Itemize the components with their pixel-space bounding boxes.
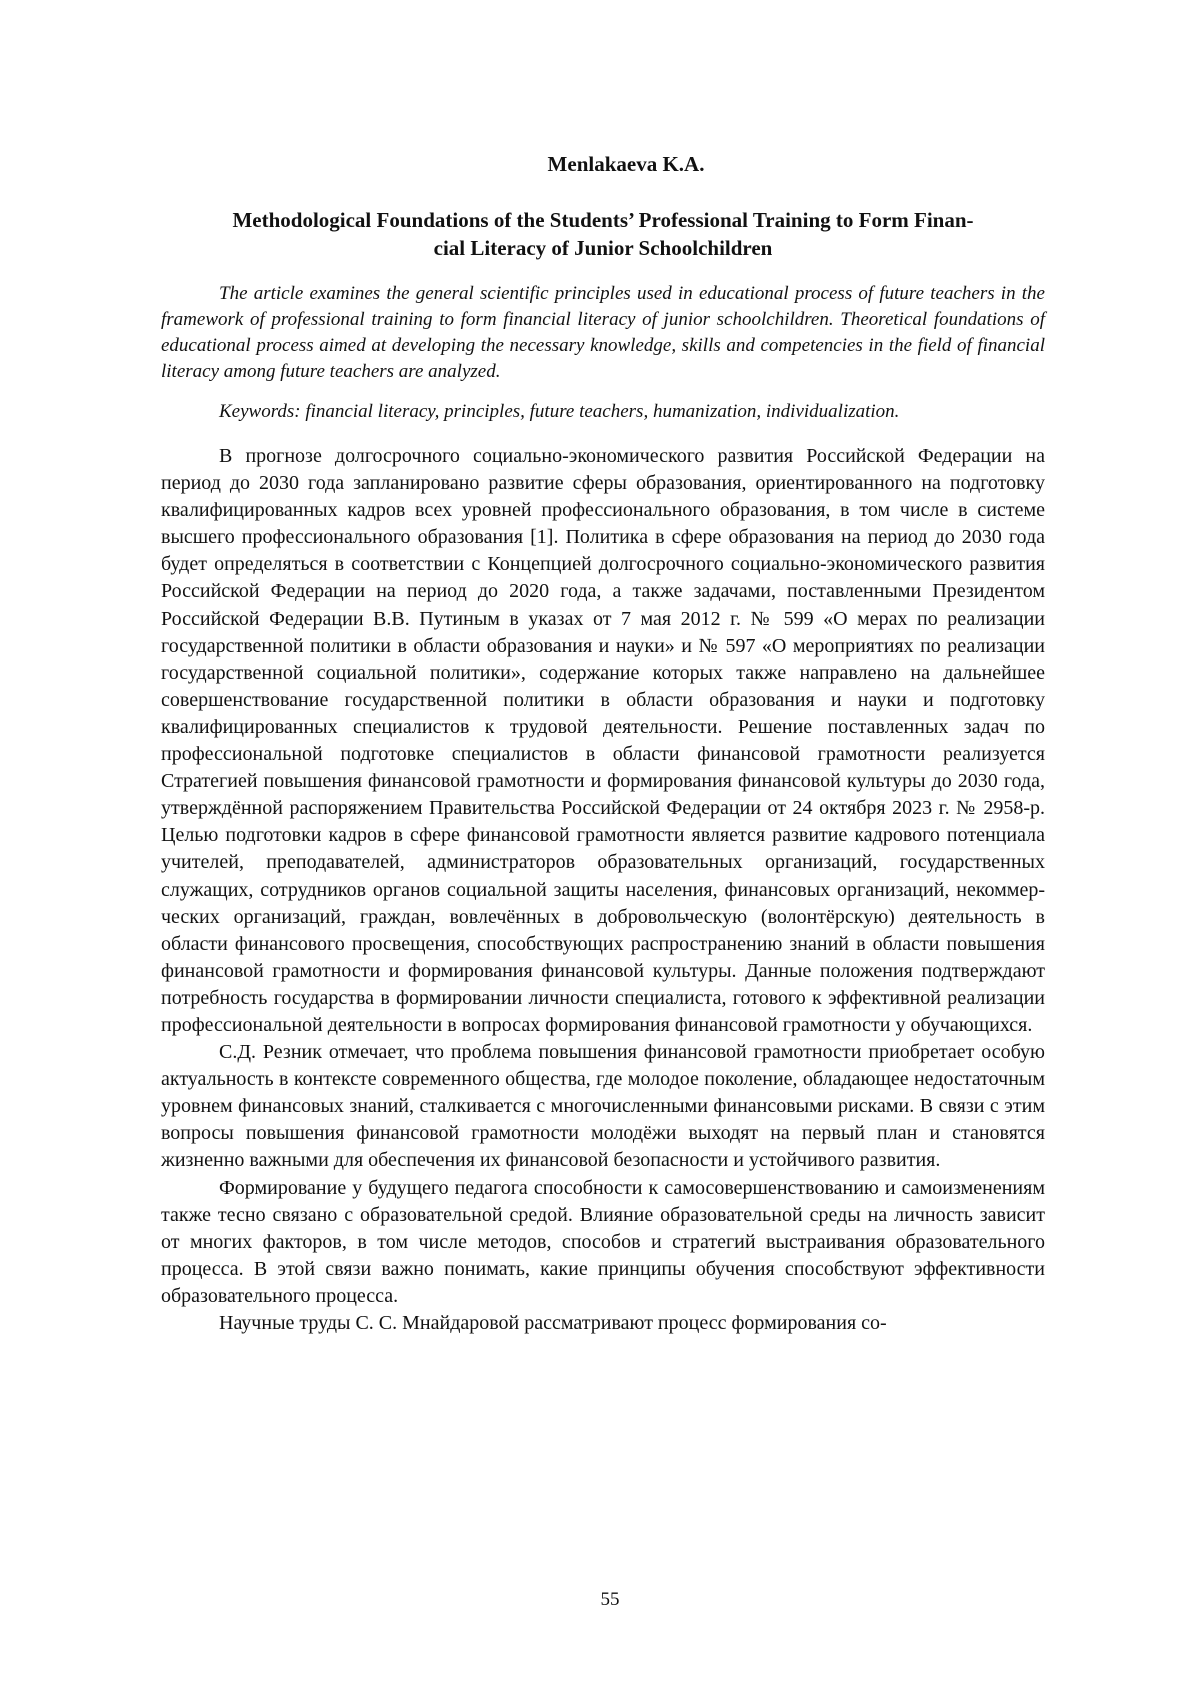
author-name: Menlakaeva K.A. bbox=[161, 150, 1045, 178]
article-body bbox=[161, 443, 1045, 1337]
page-number: 55 bbox=[0, 1588, 1200, 1612]
article-title-line-2: cial Literacy of Junior Schoolchildren bbox=[161, 234, 1045, 262]
abstract: The article examines the general scientific principles used in educational process of future teachers in the framework of professional training to form financial literacy of junior schoolchil­dren. Theoretical foundations of educational process aimed at developing the necessary knowledge, skills and competencies in the field of financial literacy among future teachers are analyzed. bbox=[161, 281, 1045, 385]
body-paragraph-3: Формирование у будущего педагога способности к самосовершенствованию и самоизменениям также тесно связано с образовательной средой. Влияние образова­тельной среды на личность зависит от многих факторов, в том числе методов, способов и стратегий выстраивания образовательного процесса. В этой связи важно понимать, какие принципы обучения способствуют эффективности образовательного процесса. bbox=[161, 1175, 1045, 1310]
keywords: Keywords: financial literacy, principles, future teachers, humanization, individualization. bbox=[161, 399, 1045, 425]
article-title bbox=[161, 206, 1045, 262]
body-paragraph-1: В прогнозе долгосрочного социально-экономического развития Российской Федерации на период до 2030 года запланировано развитие сферы образования, ори­ентированного на подготовку квалифицированных кадров всех уровней профессио­нального образования, в том числе в системе высшего профессионального образова­ния [1]. Политика в сфере образования на период до 2030 года будет определяться в соответствии с Концепцией долгосрочного социально-экономического развития Рос­сийской Федерации на период до 2020 года, а также задачами, поставленными Пре­зидентом Российской Федерации В.В. Путиным в указах от 7 мая 2012 г. № 599 «О мерах по реализации государственной политики в области образования и науки» и № 597 «О мероприятиях по реализации государственной социальной политики», со­держание которых также направлено на дальнейшее совершенствование государ­ственной политики в области образования и науки и подготовку квалифицированных специалистов к трудовой деятельности. Решение поставленных задач по профессио­нальной подготовке специалистов в области финансовой грамотности реализуется Стратегией повышения финансовой грамотности и формирования финансовой куль­туры до 2030 года, утверждённой распоряжением Правительства Российской Феде­рации от 24 октября 2023 г. № 2958-р. Целью подготовки кадров в сфере финансовой грамотности является развитие кадрового потенциала учителей, преподавателей, ад­министраторов образовательных организаций, государственных служащих, сотруд­ников органов социальной защиты населения, финансовых организаций, некоммер­ческих организаций, граждан, вовлечённых в добровольческую (волонтёрскую) дея­тельность в области финансового просвещения, способствующих распространению знаний в области повышения финансовой грамотности и формирования финансовой культуры. Данные положения подтверждают потребность государства в формирова­нии личности специалиста, готового к эффективной реализации профессиональной деятельности в вопросах формирования финансовой грамотности у обучающихся. bbox=[161, 443, 1045, 1039]
body-paragraph-4: Научные труды С. С. Мнайдаровой рассматривают процесс формирования со- bbox=[161, 1310, 1045, 1337]
body-paragraph-2: С.Д. Резник отмечает, что проблема повышения финансовой грамотности при­обретает особую актуальность в контексте современного общества, где молодое по­коление, обладающее недостаточным уровнем финансовых знаний, сталкивается с многочисленными финансовыми рисками. В связи с этим вопросы повышения фи­нансовой грамотности молодёжи выходят на первый план и становятся жизненно важными для обеспечения их финансовой безопасности и устойчивого развития. bbox=[161, 1039, 1045, 1174]
article-page bbox=[161, 150, 1045, 1337]
article-title-line-1: Methodological Foundations of the Students’ Professional Training to Form Finan- bbox=[161, 206, 1045, 234]
